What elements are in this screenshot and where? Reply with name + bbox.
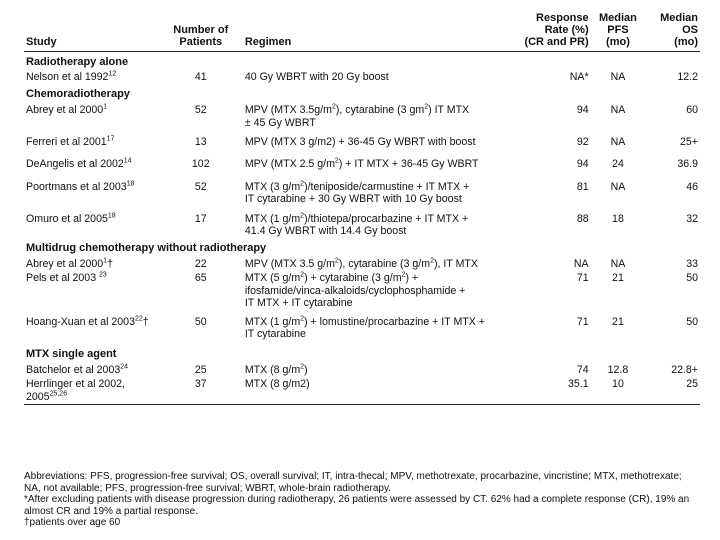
regimen-cell: MTX (3 $g/m^2)/teniposide$/carmustine + IT MTX + IT cytarabine + 30 Gy WBRT with 10 Gy boost (244, 180, 470, 206)
os-cell: 46 (686, 180, 698, 193)
regimen-cell: MTX (1 $g/m^2)/thiotepa$/procarbazine + IT MTX + 41.4 Gy WBRT with 14.4 Gy boost (244, 212, 469, 238)
response-rate-cell: 92 (576, 136, 589, 149)
table-row (24, 271, 700, 310)
pfs-cell: NA (610, 136, 626, 149)
study-cell: Abrey et al 2000$^1$ (26, 103, 108, 117)
regimen-cell: MTX (8 g/m2) (233, 377, 502, 404)
patients-cell: 37 (169, 377, 233, 404)
response-rate-cell: 74 (576, 363, 589, 376)
table-row (24, 377, 700, 404)
patients-cell: 22 (194, 257, 207, 270)
os-cell: 12.2 (677, 71, 698, 84)
regimen-cell: MPV (MTX 3 g/m2) + 36-45 Gy WBRT with boost (244, 136, 476, 149)
table-row (24, 153, 700, 175)
response-rate-cell: 88 (576, 212, 589, 225)
pfs-cell: NA (610, 257, 626, 270)
response-rate-cell: 94 (576, 104, 589, 117)
section-title: MTX single agent (26, 348, 117, 361)
patients-cell: 102 (191, 158, 210, 171)
study-cell: Ferreri et al 2001$^{17}$ (26, 135, 115, 149)
os-cell: 50 (686, 272, 698, 285)
response-rate-cell: 81 (576, 180, 589, 193)
section-row (24, 52, 700, 71)
regimen-cell: MTX (5 $g/m^2$) + cytarabine (3 $g/m^2$) + ifosfamide/vinca-alkaloids/cyclophosphamide + IT MTX + IT cytarabine (244, 271, 466, 310)
study-cell: Omuro et al 2005$^{18}$ (26, 212, 116, 225)
abbreviations-note: Abbreviations: PFS, progression-free survival; OS, overall survival; IT, intra-thecal; MPV, methotrexate, procarbazine, vincristine; MTX, methotrexate; NA, not available; PFS, progression-free survival; WBRT, whole-brain radiotherapy. (24, 471, 682, 494)
pfs-cell: NA (610, 180, 626, 193)
section-row (24, 345, 700, 362)
regimen-cell: MPV (MTX 3.5 $g/m^2$), cytarabine (3 $g/m^2$), IT MTX (244, 257, 478, 270)
header-study: Study (24, 12, 169, 52)
pfs-cell: 21 (612, 315, 624, 328)
pfs-cell: NA (610, 104, 626, 117)
os-cell: 50 (686, 315, 698, 328)
pfs-cell: 18 (612, 212, 624, 225)
section-title: Radiotherapy alone (26, 56, 129, 68)
patients-cell: 65 (194, 272, 207, 285)
os-cell: 25+ (680, 136, 698, 149)
study-cell: Pels et al 2003 $^{23}$ (26, 271, 107, 285)
pfs-cell: 12.8 (607, 363, 629, 376)
header-patients: Number of Patients (169, 12, 233, 52)
header-row (24, 12, 700, 52)
patients-cell: 52 (194, 104, 207, 117)
section-title: Multidrug chemotherapy without radiotherapy (26, 242, 267, 255)
table-row (24, 102, 700, 131)
table-footnotes (24, 471, 700, 529)
regimen-cell: MPV (MTX 2.5 $g/m^2$) + IT MTX + 36-45 Gy WBRT (244, 157, 479, 171)
regimen-cell: MPV (MTX $3.5g/m^2$), cytarabine (3 $gm^2$) IT MTX ± 45 Gy WBRT (244, 103, 470, 129)
header-median-os: Median OS (mo) (645, 12, 700, 52)
study-cell: DeAngelis et al 2002$^{14}$ (26, 157, 132, 171)
regimen-cell: MTX (8 $g/m^2$) (244, 363, 308, 376)
study-cell: Poortmans et al 2003$^{18}$ (26, 180, 135, 193)
table-row (24, 363, 700, 377)
regimen-cell: 40 Gy WBRT with 20 Gy boost (244, 71, 389, 84)
pfs-cell: 24 (612, 158, 624, 171)
study-cell: Abrey et al 2000$^1$† (26, 257, 113, 270)
lymphoma-trials-table (24, 12, 700, 405)
table-row (24, 211, 700, 240)
patients-cell: 41 (194, 71, 207, 84)
patients-cell: 17 (194, 212, 207, 225)
patients-cell: 25 (194, 363, 207, 376)
pfs-cell: 10 (591, 377, 646, 404)
response-rate-cell: 71 (576, 272, 589, 285)
response-rate-cell: 35.1 (502, 377, 591, 404)
os-cell: 60 (686, 104, 698, 117)
pfs-cell: NA (610, 71, 626, 84)
response-rate-cell: 71 (576, 315, 589, 328)
os-cell: 33 (686, 257, 698, 270)
study-cell: Herrlinger et al 2002, 2005$^{25,26}$ (24, 377, 169, 404)
study-cell: Hoang-Xuan et al 2003$^{22}$† (26, 314, 149, 328)
dagger-note: †patients over age 60 (24, 517, 121, 528)
header-regimen: Regimen (233, 12, 502, 52)
response-rate-cell: NA* (569, 71, 589, 84)
table-row (24, 131, 700, 153)
regimen-cell: MTX (1 $g/m^2$) + lomustine/procarbazine + IT MTX + IT cytarabine (244, 314, 485, 340)
study-cell: Nelson et al 1992$^{12}$ (26, 70, 117, 84)
header-median-pfs: Median PFS (mo) (591, 12, 646, 52)
os-cell: 36.9 (677, 158, 698, 171)
os-cell: 22.8+ (671, 363, 698, 376)
table-row (24, 176, 700, 211)
section-row (24, 239, 700, 256)
section-title: Chemoradiotherapy (26, 87, 130, 100)
section-row (24, 85, 700, 102)
patients-cell: 52 (194, 180, 207, 193)
response-rate-cell: 94 (576, 158, 589, 171)
study-cell: Batchelor et al 2003$^{24}$ (26, 363, 129, 376)
table-row (24, 311, 700, 346)
table-row (24, 70, 700, 84)
table-row (24, 257, 700, 271)
pfs-cell: 21 (612, 272, 624, 285)
os-cell: 32 (686, 212, 698, 225)
response-rate-cell: NA (573, 257, 589, 270)
asterisk-note: *After excluding patients with disease progression during radiotherapy, 26 patients were assessed by CT. 62% had a complete response (CR), 19% an almost CR and 19% a partial response. (24, 494, 690, 517)
os-cell: 25 (645, 377, 700, 404)
header-response-rate: Response Rate (%) (CR and PR) (502, 12, 591, 52)
patients-cell: 13 (194, 136, 207, 149)
patients-cell: 50 (194, 315, 207, 328)
